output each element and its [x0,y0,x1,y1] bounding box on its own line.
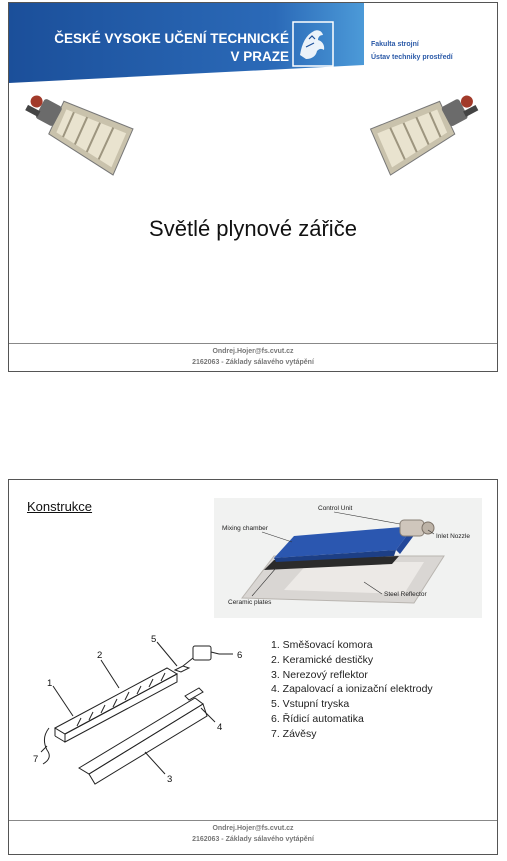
heater-exploded-drawing [17,630,257,790]
slide-footer [9,346,497,368]
list-item: 1. Směšovací komora [271,639,373,651]
parts-list [271,638,433,742]
footer-divider [9,343,497,344]
university-name-line1: ČESKÉ VYSOKE UČENÍ TECHNICKÉ [54,31,289,46]
list-item: 4. Zapalovací a ionizační elektrody [271,683,433,696]
drawing-number-1: 1 [47,678,53,689]
faculty-name: Fakulta strojní [371,41,419,48]
label-ceramic-plates: Ceramic plates [228,599,272,606]
list-item: 6. Řídicí automatika [271,712,364,725]
label-inlet-nozzle: Inlet Nozzle [436,533,470,540]
title-slide [8,2,498,372]
slide-title: Světlé plynové zářiče [149,216,357,241]
drawing-number-3: 3 [167,774,173,785]
footer-divider [9,820,497,821]
footer-course: 2162063 - Základy sálavého vytápění [192,359,314,366]
footer-email: Ondrej.Hojer@fs.cvut.cz [212,348,294,355]
drawing-number-6: 6 [237,650,243,661]
gas-heater-image-right [361,91,495,183]
construction-slide [8,479,498,855]
faculty-info [371,38,453,64]
footer-email: Ondrej.Hojer@fs.cvut.cz [212,825,294,832]
university-name-line2: V PRAZE [230,49,289,64]
footer-course: 2162063 - Základy sálavého vytápění [192,836,314,843]
drawing-number-2: 2 [97,650,103,661]
list-item: 3. Nerezový reflektor [271,668,368,681]
list-item: 5. Vstupní tryska [271,698,350,711]
institute-name: Ústav techniky prostředí [371,54,453,61]
drawing-number-7: 7 [33,754,39,765]
list-item: 7. Závěsy [271,727,317,740]
gas-heater-image-left [11,91,141,181]
slide-heading: Konstrukce [27,499,93,514]
label-steel-reflector: Steel Reflector [384,591,427,598]
label-control-unit: Control Unit [318,505,353,512]
heater-construction-photo [214,498,482,618]
slide-footer [9,823,497,845]
label-mixing-chamber: Mixing chamber [222,525,268,532]
drawing-number-5: 5 [151,634,157,645]
drawing-number-4: 4 [217,722,223,733]
list-item: 2. Keramické destičky [271,653,374,666]
university-name [35,30,289,66]
university-crest-logo [292,21,334,67]
